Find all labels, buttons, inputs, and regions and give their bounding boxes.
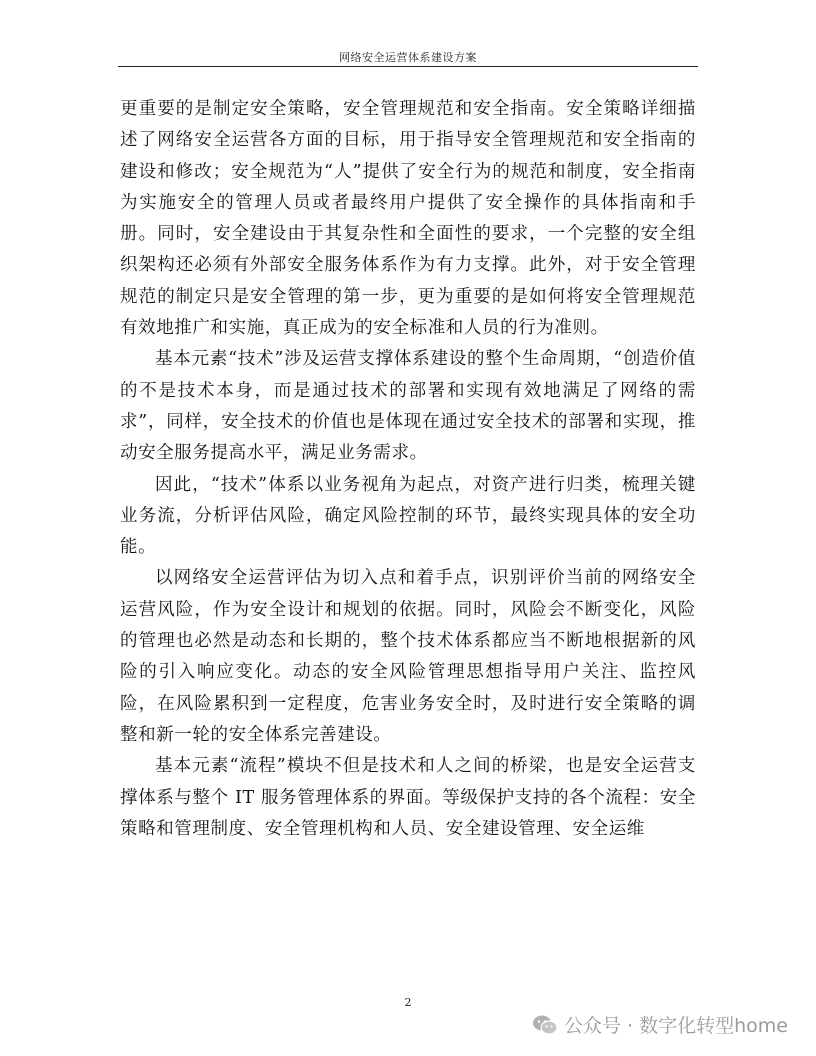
watermark <box>532 1011 788 1038</box>
paragraph-4: 以网络安全运营评估为切入点和着手点，识别评价当前的网络安全运营风险，作为安全设计和规划的依据。同时，风险会不断变化，风险的管理也必然是动态和长期的，整个技术体系都应当不断地根据新的风险的引入响应变化。动态的安全风险管理思想指导用户关注、监控风险，在风险累积到一定程度，危害业务安全时，及时进行安全策略的调整和新一轮的安全体系完善建设。 <box>120 568 696 745</box>
page-header-title: 网络安全运营体系建设方案 <box>339 51 477 64</box>
wechat-icon <box>532 1014 558 1036</box>
page-number: 2 <box>404 996 412 1009</box>
watermark-text: 公众号 · 数字化转型home <box>564 1015 788 1037</box>
paragraph-1: 更重要的是制定安全策略，安全管理规范和安全指南。安全策略详细描述了网络安全运营各方面的目标，用于指导安全管理规范和安全指南的建设和修改；安全规范为“人”提供了安全行为的规范和制度，安全指南为实施安全的管理人员或者最终用户提供了安全操作的具体指南和手册。同时，安全建设由于其复杂性和全面性的要求，一个完整的安全组织架构还必须有外部安全服务体系作为有力支撑。此外，对于安全管理规范的制定只是安全管理的第一步，更为重要的是如何将安全管理规范有效地推广和实施，真正成为的安全标准和人员的行为准则。 <box>120 99 696 339</box>
paragraph-2: 基本元素“技术”涉及运营支撑体系建设的整个生命周期，“创造价值的不是技术本身，而是通过技术的部署和实现有效地满足了网络的需求”，同样，安全技术的价值也是体现在通过安全技术的部署和实现，推动安全服务提高水平，满足业务需求。 <box>120 349 696 464</box>
paragraph-5: 基本元素“流程”模块不但是技术和人之间的桥梁，也是安全运营支撑体系与整个 IT 服务管理体系的界面。等级保护支持的各个流程：安全策略和管理制度、安全管理机构和人员、安全建设管理、安全运维 <box>120 756 696 839</box>
paragraph-3: 因此，“技术”体系以业务视角为起点，对资产进行归类，梳理关键业务流，分析评估风险，确定风险控制的环节，最终实现具体的安全功能。 <box>120 474 696 558</box>
document-body <box>120 94 696 845</box>
header-divider <box>118 66 698 67</box>
